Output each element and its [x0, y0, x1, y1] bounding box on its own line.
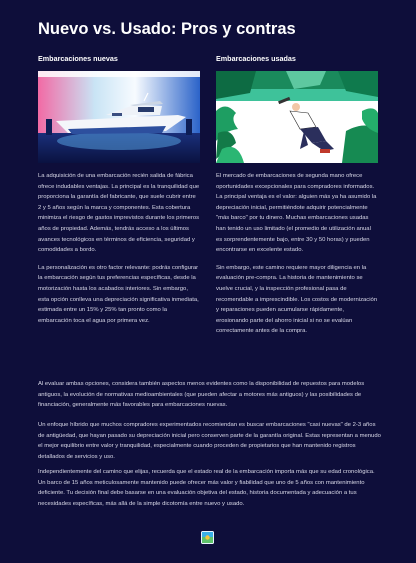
page-title: Nuevo vs. Usado: Pros y contras: [38, 20, 296, 38]
person-searching-illustration: [216, 71, 378, 163]
used-boats-column: [216, 54, 378, 337]
new-boats-paragraph-1: La adquisición de una embarcación recién salida de fábrica ofrece indudables ventajas. La principal es la tranquilidad que proporciona la garantía del fabricante, que suele cubrir entre 2 y 5 años según la marca y componentes. Esta cobertura minimiza el riesgo de gastos imprevistos durante los primeros años de propiedad. Además, tendrás acceso a los últimos avances tecnológicos en términos de eficiencia, seguridad y comodidades a bordo.: [38, 173, 200, 254]
used-boats-heading: Embarcaciones usadas: [216, 54, 296, 63]
boat-showroom-illustration: [38, 71, 200, 163]
used-boats-paragraph-1: El mercado de embarcaciones de segunda mano ofrece oportunidades excepcionales para compradores informados. La principal ventaja es el valor: alguien más ya ha asumido la depreciación inicial, permitiéndote adquirir potencialmente "más barco" por tu dinero. Muchas embarcaciones usadas han tenido un uso limitado (el promedio de utilización anual es sorprendentemente bajo, entre 30 y 50 horas) y pueden encontrarse en excelente estado.: [216, 173, 377, 254]
closing-paragraph-2: Un enfoque híbrido que muchos compradores experimentados recomiendan es buscar embarcaciones "casi nuevas" de 2-3 años de antigüedad, que hayan pasado su depreciación inicial pero conserven parte de la garantía original. Estas representan a menudo el mejor equilibrio entre valor y tranquilidad, especialmente cuando proceden de propietarios que han mantenido registros detallados de servicios y uso.: [38, 422, 381, 460]
app-badge-icon: [201, 531, 214, 544]
new-boats-heading: Embarcaciones nuevas: [38, 54, 118, 63]
used-boats-paragraph-2: Sin embargo, este camino requiere mayor diligencia en la evaluación pre-compra. La historia de mantenimiento se vuelve crucial, y la inspección profesional pasa de recomendable a imprescindible. Los costos de modernización y reparaciones pueden acumularse rápidamente, erosionando parte del ahorro inicial si no se evalúan correctamente antes de la compra.: [216, 264, 378, 335]
closing-paragraph-1: Al evaluar ambas opciones, considera también aspectos menos evidentes como la disponibilidad de repuestos para modelos antiguos, la evolución de normativas medioambientales (que pueden afectar a motores más antiguos) y las posibilidades de financiación, generalmente más favorables para embarcaciones nuevas.: [38, 381, 365, 409]
new-boats-paragraph-2: La personalización es otro factor relevante: podrás configurar la embarcación según tus preferencias específicas, desde la motorización hasta los acabados interiores. Sin embargo, esta opción conlleva una depreciación significativa inmediata, estimada entre un 15% y 25% tan pronto como la embarcación toca el agua por primera vez.: [38, 264, 199, 324]
new-boats-column: [38, 54, 200, 326]
closing-paragraph-3: Independientemente del camino que elijas, recuerda que el estado real de la embarcación importa más que su edad cronológica. Un barco de 15 años meticulosamente mantenido puede ofrecer más valor y fiabilidad que uno de 5 años con mantenimiento deficiente. Tu decisión final debe basarse en una evaluación objetiva del estado, historia documentada y adecuación a tus necesidades específicas, más allá de la simple dicotomía entre nuevo y usado.: [38, 469, 375, 507]
